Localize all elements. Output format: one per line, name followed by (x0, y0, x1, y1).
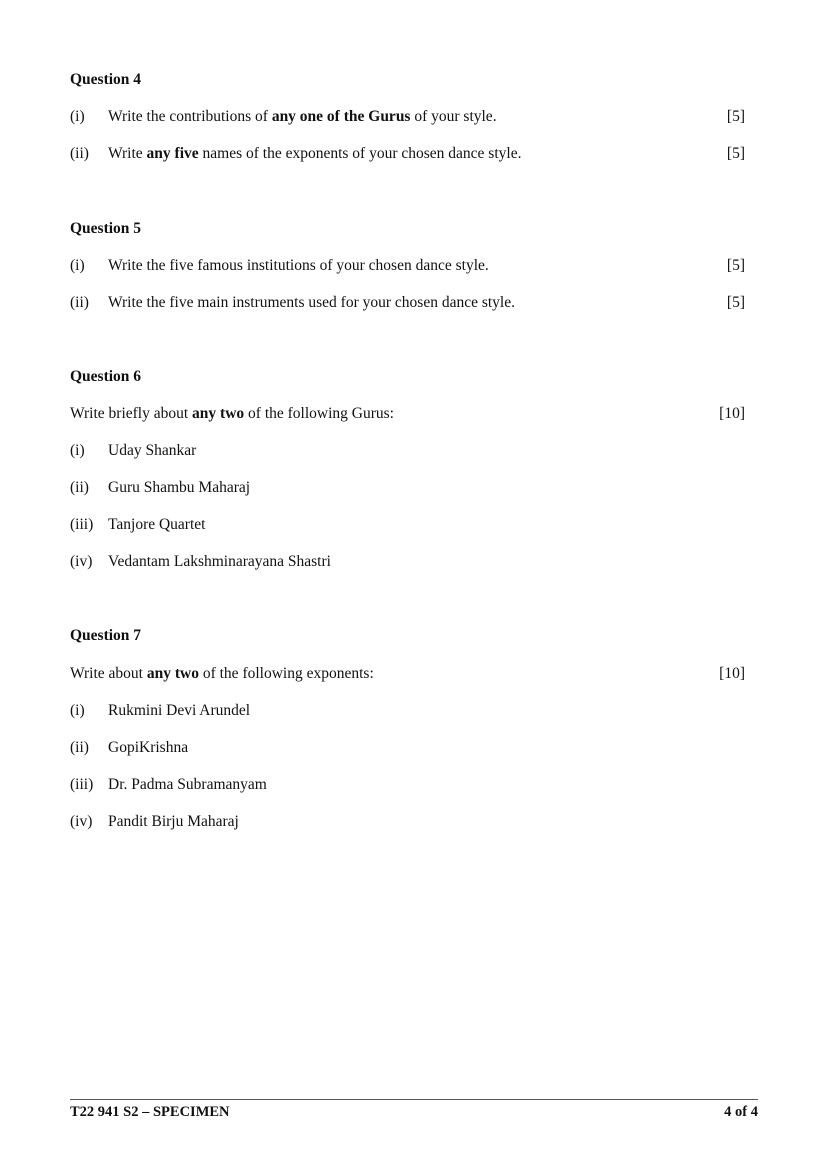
text-segment: of your style. (410, 108, 497, 125)
question-5-part-i (70, 257, 745, 275)
footer-page-number: 4 of 4 (724, 1104, 758, 1120)
question-5-part-ii (70, 294, 745, 312)
question-7-option-ii (70, 739, 745, 757)
option-number: (iv) (70, 553, 93, 570)
marks-label: [5] (726, 108, 745, 125)
part-text (108, 145, 521, 163)
question-7-instruction (70, 665, 745, 683)
question-4-part-i (70, 108, 745, 126)
emphasis-text: any two (146, 665, 199, 682)
question-6-option-iv (70, 553, 745, 571)
part-text: Write the five main instruments used for your chosen dance style. (108, 294, 515, 311)
question-4-heading: Question 4 (70, 71, 142, 88)
part-text (108, 108, 497, 126)
footer-paper-code: T22 941 S2 – SPECIMEN (70, 1104, 230, 1120)
footer-divider (70, 1099, 758, 1100)
question-7-option-iv (70, 813, 745, 831)
text-segment: names of the exponents of your chosen dance style. (198, 145, 522, 162)
emphasis-text: any one of the Gurus (271, 108, 411, 125)
question-4-part-ii (70, 145, 745, 163)
option-number: (i) (70, 702, 85, 719)
part-number: (ii) (70, 145, 89, 162)
marks-label: [5] (726, 257, 745, 274)
question-5-heading: Question 5 (70, 220, 142, 237)
option-number: (iii) (70, 776, 94, 793)
text-segment: Write about (70, 665, 147, 682)
text-segment: of the following exponents: (198, 665, 374, 682)
question-6-heading: Question 6 (70, 368, 142, 385)
marks-label: [10] (719, 405, 745, 422)
option-text: Guru Shambu Maharaj (108, 479, 251, 496)
text-segment: Write (108, 145, 147, 162)
part-number: (ii) (70, 294, 89, 311)
option-text: GopiKrishna (108, 739, 189, 756)
emphasis-text: any two (192, 405, 245, 422)
question-6-instruction (70, 405, 745, 423)
option-number: (iii) (70, 516, 94, 533)
marks-label: [10] (719, 665, 745, 682)
part-number: (i) (70, 257, 85, 274)
part-text: Write the five famous institutions of your chosen dance style. (108, 257, 489, 274)
option-number: (i) (70, 442, 85, 459)
option-text: Pandit Birju Maharaj (108, 813, 239, 830)
option-number: (ii) (70, 479, 89, 496)
instruction-text (70, 405, 394, 423)
question-7-option-i (70, 702, 745, 720)
option-text: Tanjore Quartet (108, 516, 206, 533)
question-6-option-ii (70, 479, 745, 497)
option-text: Vedantam Lakshminarayana Shastri (108, 553, 331, 570)
instruction-text (70, 665, 374, 683)
question-7-heading: Question 7 (70, 627, 142, 644)
option-text: Uday Shankar (108, 442, 197, 459)
text-segment: Write briefly about (70, 405, 193, 422)
question-7-option-iii (70, 776, 745, 794)
text-segment: of the following Gurus: (244, 405, 394, 422)
option-text: Rukmini Devi Arundel (108, 702, 251, 719)
option-number: (iv) (70, 813, 93, 830)
emphasis-text: any five (146, 145, 199, 162)
part-number: (i) (70, 108, 85, 125)
marks-label: [5] (726, 294, 745, 311)
marks-label: [5] (726, 145, 745, 162)
text-segment: Write the contributions of (108, 108, 272, 125)
question-6-option-iii (70, 516, 745, 534)
option-number: (ii) (70, 739, 89, 756)
question-6-option-i (70, 442, 745, 460)
option-text: Dr. Padma Subramanyam (108, 776, 267, 793)
